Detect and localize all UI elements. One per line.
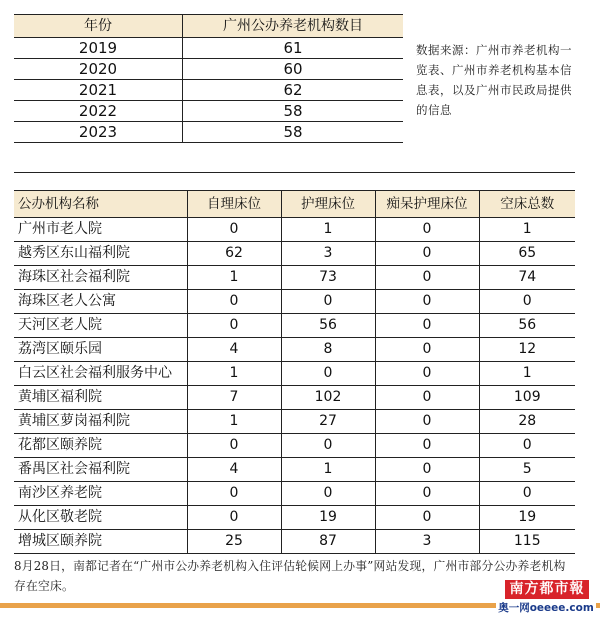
nursing-beds-cell: 1	[281, 218, 375, 242]
count-cell: 58	[183, 122, 404, 143]
dementia-beds-cell: 0	[375, 362, 479, 386]
self-care-beds-cell: 0	[187, 314, 281, 338]
table-row	[14, 242, 575, 266]
count-cell: 62	[183, 80, 404, 101]
empty-beds-total-cell: 74	[479, 266, 575, 290]
year-cell: 2022	[14, 101, 183, 122]
institution-name-cell: 番禺区社会福利院	[14, 458, 187, 482]
count-cell: 61	[183, 38, 404, 59]
table-row	[14, 506, 575, 530]
institution-name-cell: 广州市老人院	[14, 218, 187, 242]
nursing-beds-cell: 27	[281, 410, 375, 434]
main-table-header	[14, 191, 575, 218]
table-row	[14, 290, 575, 314]
empty-beds-total-cell: 0	[479, 482, 575, 506]
nursing-beds-cell: 102	[281, 386, 375, 410]
table-row	[14, 458, 575, 482]
institution-name-cell: 花都区颐养院	[14, 434, 187, 458]
year-cell: 2019	[14, 38, 183, 59]
year-count-table	[14, 14, 403, 143]
empty-beds-total-cell: 0	[479, 434, 575, 458]
nursing-beds-cell: 1	[281, 458, 375, 482]
dementia-beds-cell: 0	[375, 506, 479, 530]
self-care-beds-cell: 1	[187, 362, 281, 386]
institution-name-cell: 天河区老人院	[14, 314, 187, 338]
nursing-beds-cell: 87	[281, 530, 375, 554]
empty-beds-total-cell: 5	[479, 458, 575, 482]
header-count: 广州公办养老机构数目	[183, 15, 404, 38]
year-table-header	[14, 15, 403, 38]
empty-beds-total-cell: 1	[479, 218, 575, 242]
self-care-beds-cell: 1	[187, 266, 281, 290]
source-note: 数据来源：广州市养老机构一览表、广州市养老机构基本信息表，以及广州市民政局提供的信息	[416, 43, 572, 117]
dementia-beds-cell: 0	[375, 314, 479, 338]
self-care-beds-cell: 7	[187, 386, 281, 410]
table-row	[14, 386, 575, 410]
table-row	[14, 59, 403, 80]
nursing-beds-cell: 19	[281, 506, 375, 530]
institution-table-body	[14, 191, 575, 554]
nursing-beds-cell: 3	[281, 242, 375, 266]
dementia-beds-cell: 0	[375, 410, 479, 434]
table-row	[14, 410, 575, 434]
table-row	[14, 122, 403, 143]
table-row	[14, 314, 575, 338]
institution-name-cell: 从化区敬老院	[14, 506, 187, 530]
self-care-beds-cell: 4	[187, 458, 281, 482]
header-nursing: 护理床位	[281, 191, 375, 218]
header-self-care: 自理床位	[187, 191, 281, 218]
self-care-beds-cell: 25	[187, 530, 281, 554]
dementia-beds-cell: 0	[375, 434, 479, 458]
empty-beds-total-cell: 12	[479, 338, 575, 362]
header-dementia: 痴呆护理床位	[375, 191, 479, 218]
dementia-beds-cell: 0	[375, 338, 479, 362]
nursing-beds-cell: 56	[281, 314, 375, 338]
dementia-beds-cell: 0	[375, 386, 479, 410]
dementia-beds-cell: 0	[375, 290, 479, 314]
nursing-beds-cell: 0	[281, 482, 375, 506]
institution-name-cell: 白云区社会福利服务中心	[14, 362, 187, 386]
caption: 8月28日，南都记者在“广州市公办养老机构入住评估轮候网上办事”网站发现，广州市部分公办养老机构存在空床。	[14, 559, 566, 593]
website-watermark: 奥一网oeeee.com	[496, 600, 596, 616]
nursing-beds-cell: 0	[281, 434, 375, 458]
self-care-beds-cell: 0	[187, 506, 281, 530]
self-care-beds-cell: 0	[187, 218, 281, 242]
table-row	[14, 38, 403, 59]
institution-name-cell: 黄埔区福利院	[14, 386, 187, 410]
count-cell: 60	[183, 59, 404, 80]
header-year: 年份	[14, 15, 183, 38]
self-care-beds-cell: 0	[187, 434, 281, 458]
self-care-beds-cell: 1	[187, 410, 281, 434]
year-cell: 2023	[14, 122, 183, 143]
dementia-beds-cell: 0	[375, 218, 479, 242]
header-name: 公办机构名称	[14, 191, 187, 218]
empty-beds-total-cell: 0	[479, 290, 575, 314]
self-care-beds-cell: 0	[187, 482, 281, 506]
empty-beds-total-cell: 65	[479, 242, 575, 266]
dementia-beds-cell: 3	[375, 530, 479, 554]
dementia-beds-cell: 0	[375, 266, 479, 290]
institution-name-cell: 越秀区东山福利院	[14, 242, 187, 266]
nursing-beds-cell: 0	[281, 362, 375, 386]
institution-name-cell: 海珠区老人公寓	[14, 290, 187, 314]
empty-beds-total-cell: 109	[479, 386, 575, 410]
empty-beds-total-cell: 115	[479, 530, 575, 554]
self-care-beds-cell: 4	[187, 338, 281, 362]
empty-beds-total-cell: 28	[479, 410, 575, 434]
table-row	[14, 362, 575, 386]
header-empty-total: 空床总数	[479, 191, 575, 218]
institution-bed-table	[14, 190, 575, 554]
top-section	[14, 14, 575, 173]
dementia-beds-cell: 0	[375, 458, 479, 482]
institution-name-cell: 海珠区社会福利院	[14, 266, 187, 290]
table-row	[14, 101, 403, 122]
dementia-beds-cell: 0	[375, 242, 479, 266]
table-row	[14, 338, 575, 362]
self-care-beds-cell: 62	[187, 242, 281, 266]
nursing-beds-cell: 73	[281, 266, 375, 290]
self-care-beds-cell: 0	[187, 290, 281, 314]
table-row	[14, 80, 403, 101]
institution-name-cell: 南沙区养老院	[14, 482, 187, 506]
institution-name-cell: 荔湾区颐乐园	[14, 338, 187, 362]
table-row	[14, 218, 575, 242]
nursing-beds-cell: 0	[281, 290, 375, 314]
year-cell: 2020	[14, 59, 183, 80]
dementia-beds-cell: 0	[375, 482, 479, 506]
institution-name-cell: 增城区颐养院	[14, 530, 187, 554]
empty-beds-total-cell: 56	[479, 314, 575, 338]
empty-beds-total-cell: 1	[479, 362, 575, 386]
table-row	[14, 266, 575, 290]
empty-beds-total-cell: 19	[479, 506, 575, 530]
year-cell: 2021	[14, 80, 183, 101]
table-row	[14, 482, 575, 506]
newspaper-logo: 南方都市報	[505, 580, 589, 599]
count-cell: 58	[183, 101, 404, 122]
table-row	[14, 530, 575, 554]
nursing-beds-cell: 8	[281, 338, 375, 362]
institution-name-cell: 黄埔区萝岗福利院	[14, 410, 187, 434]
table-row	[14, 434, 575, 458]
